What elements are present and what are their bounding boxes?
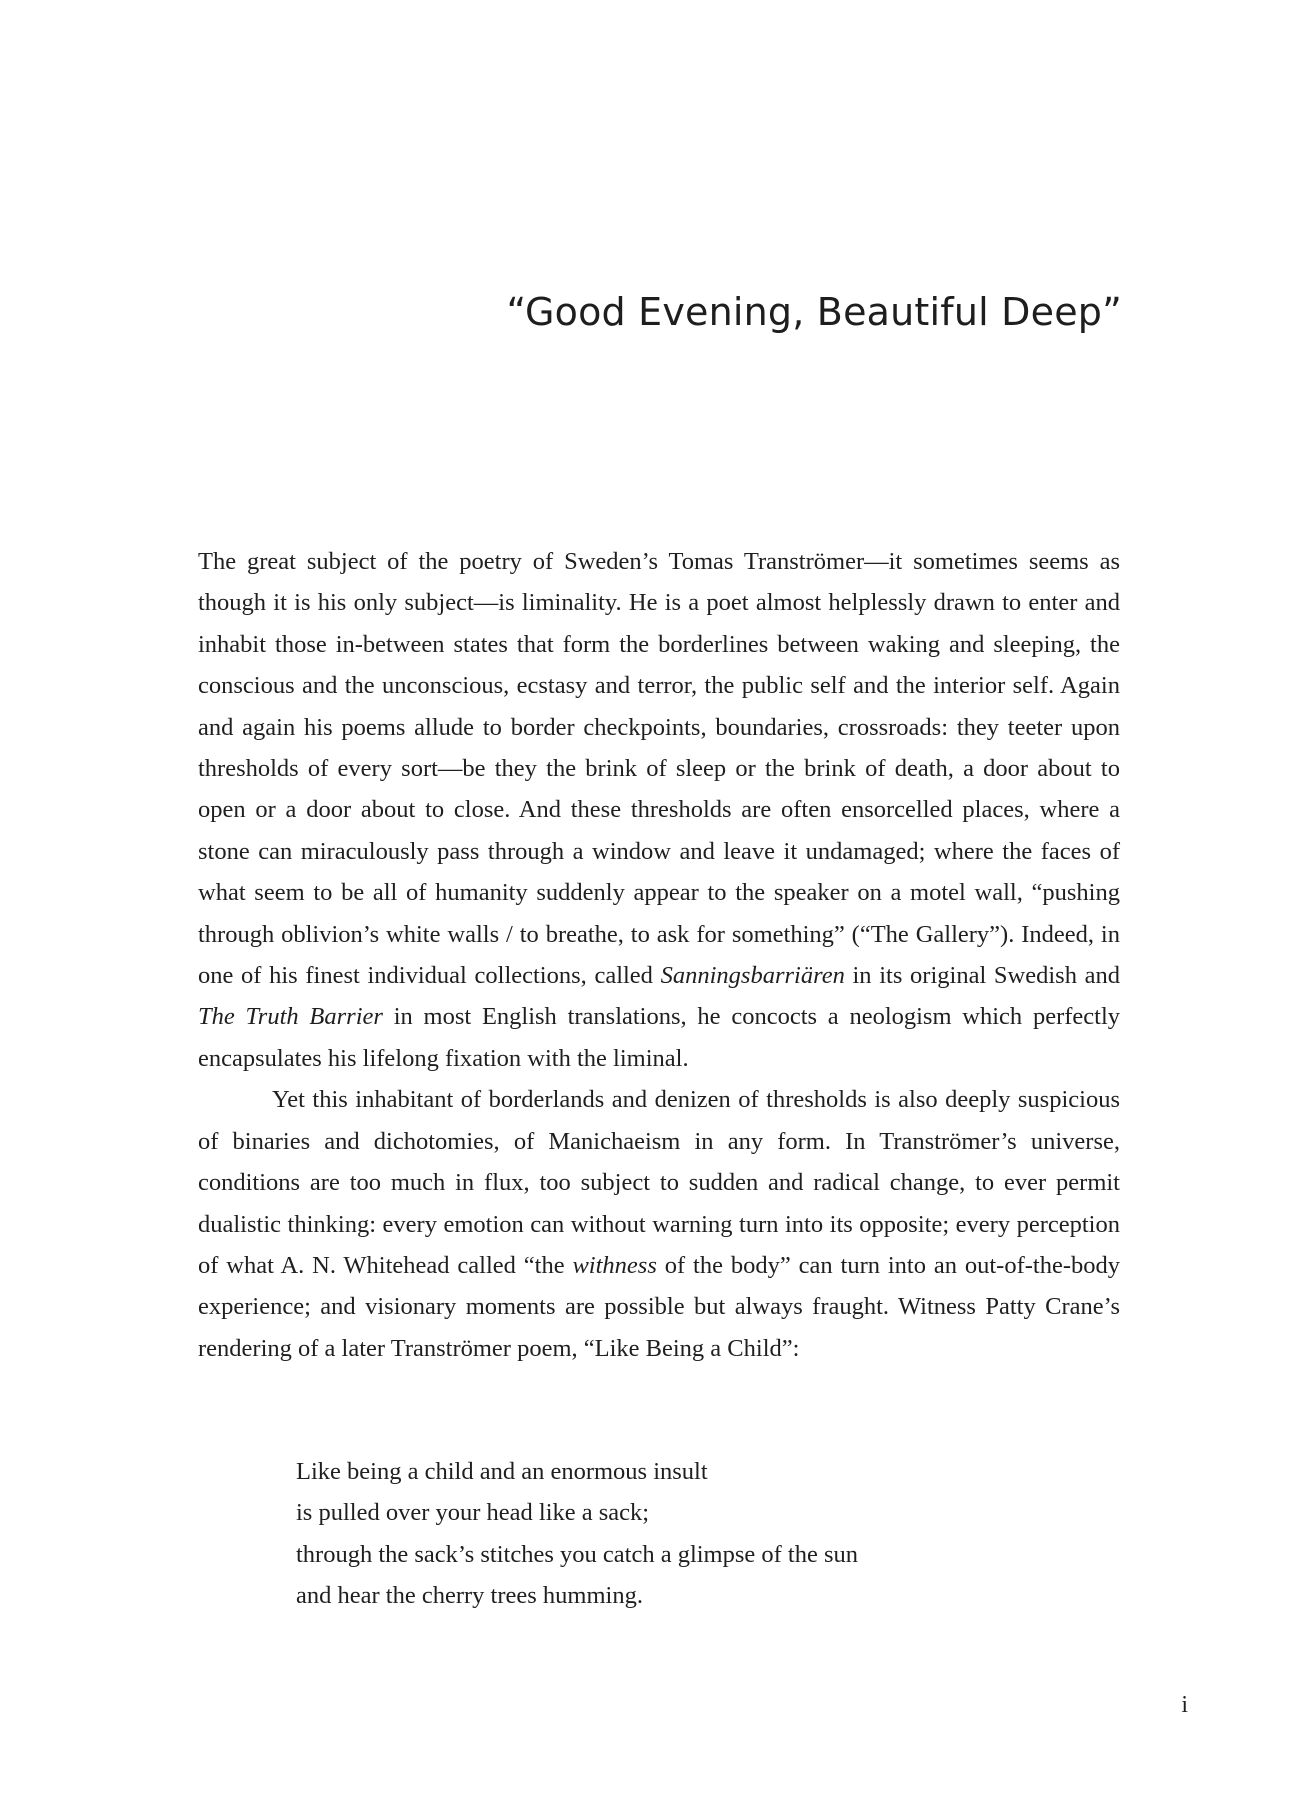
poem-line-4: and hear the cherry trees humming. [296,1582,643,1610]
paragraph-1 [198,541,1120,1079]
poem-line-3: through the sack’s stitches you catch a glimpse of the sun [296,1540,859,1568]
poem-excerpt [296,1451,858,1617]
page-number: i [1181,1692,1188,1718]
poem-line-2: is pulled over your head like a sack; [296,1499,650,1527]
paragraph-2 [198,1079,1120,1369]
italic-title-truth-barrier: The Truth Barrier [198,1003,383,1031]
essay-body [198,541,1120,1369]
italic-title-sanningsbarriaren: Sanningsbarriären [660,962,845,990]
text-run: of the body” can turn into an out-of-the-body experience; and visionary moments are possible but always fraught. Witness Patty Crane’s rendering of a later Tranströmer poem, “Like Being a Child”: [198,1251,1120,1362]
text-run: Yet this inhabitant of borderlands and denizen of thresholds is also deeply suspicious of binaries and dichotomies, of Manichaeism in any form. In Tranströmer’s universe, conditions are too much in flux, too subject to sudden and radical change, to ever permit dualistic thinking: every emotion can without warning turn into its opposite; every perception of what A. N. Whitehead called “the [198,1086,1120,1279]
text-run: The great subject of the poetry of Sweden’s Tomas Tranströmer—it sometimes seems as though it is his only subject—is liminality. He is a poet almost helplessly drawn to enter and inhabit those in-between states that form the borderlines between waking and sleeping, the conscious and the unconscious, ecstasy and terror, the public self and the interior self. Again and again his poems allude to border checkpoints, boundaries, crossroads: they teeter upon thresholds of every sort—be they the brink of sleep or the brink of death, a door about to open or a door about to close. And these thresholds are often ensorcelled places, where a stone can miraculously pass through a window and leave it undamaged; where the faces of what seem to be all of humanity suddenly appear to the speaker on a motel wall, “pushing through oblivion’s white walls / to breathe, to ask for something” (“The Gallery”). Indeed, in one of his finest individual collections, called [198,548,1120,990]
text-run: in most English translations, he concocts a neologism which perfectly encapsulates his lifelong fixation with the liminal. [198,1003,1120,1072]
text-run: in its original Swedish and [844,962,1120,990]
chapter-title: “Good Evening, Beautiful Deep” [506,290,1122,334]
italic-word-withness: withness [572,1251,657,1279]
poem-line-1: Like being a child and an enormous insult [296,1458,708,1485]
